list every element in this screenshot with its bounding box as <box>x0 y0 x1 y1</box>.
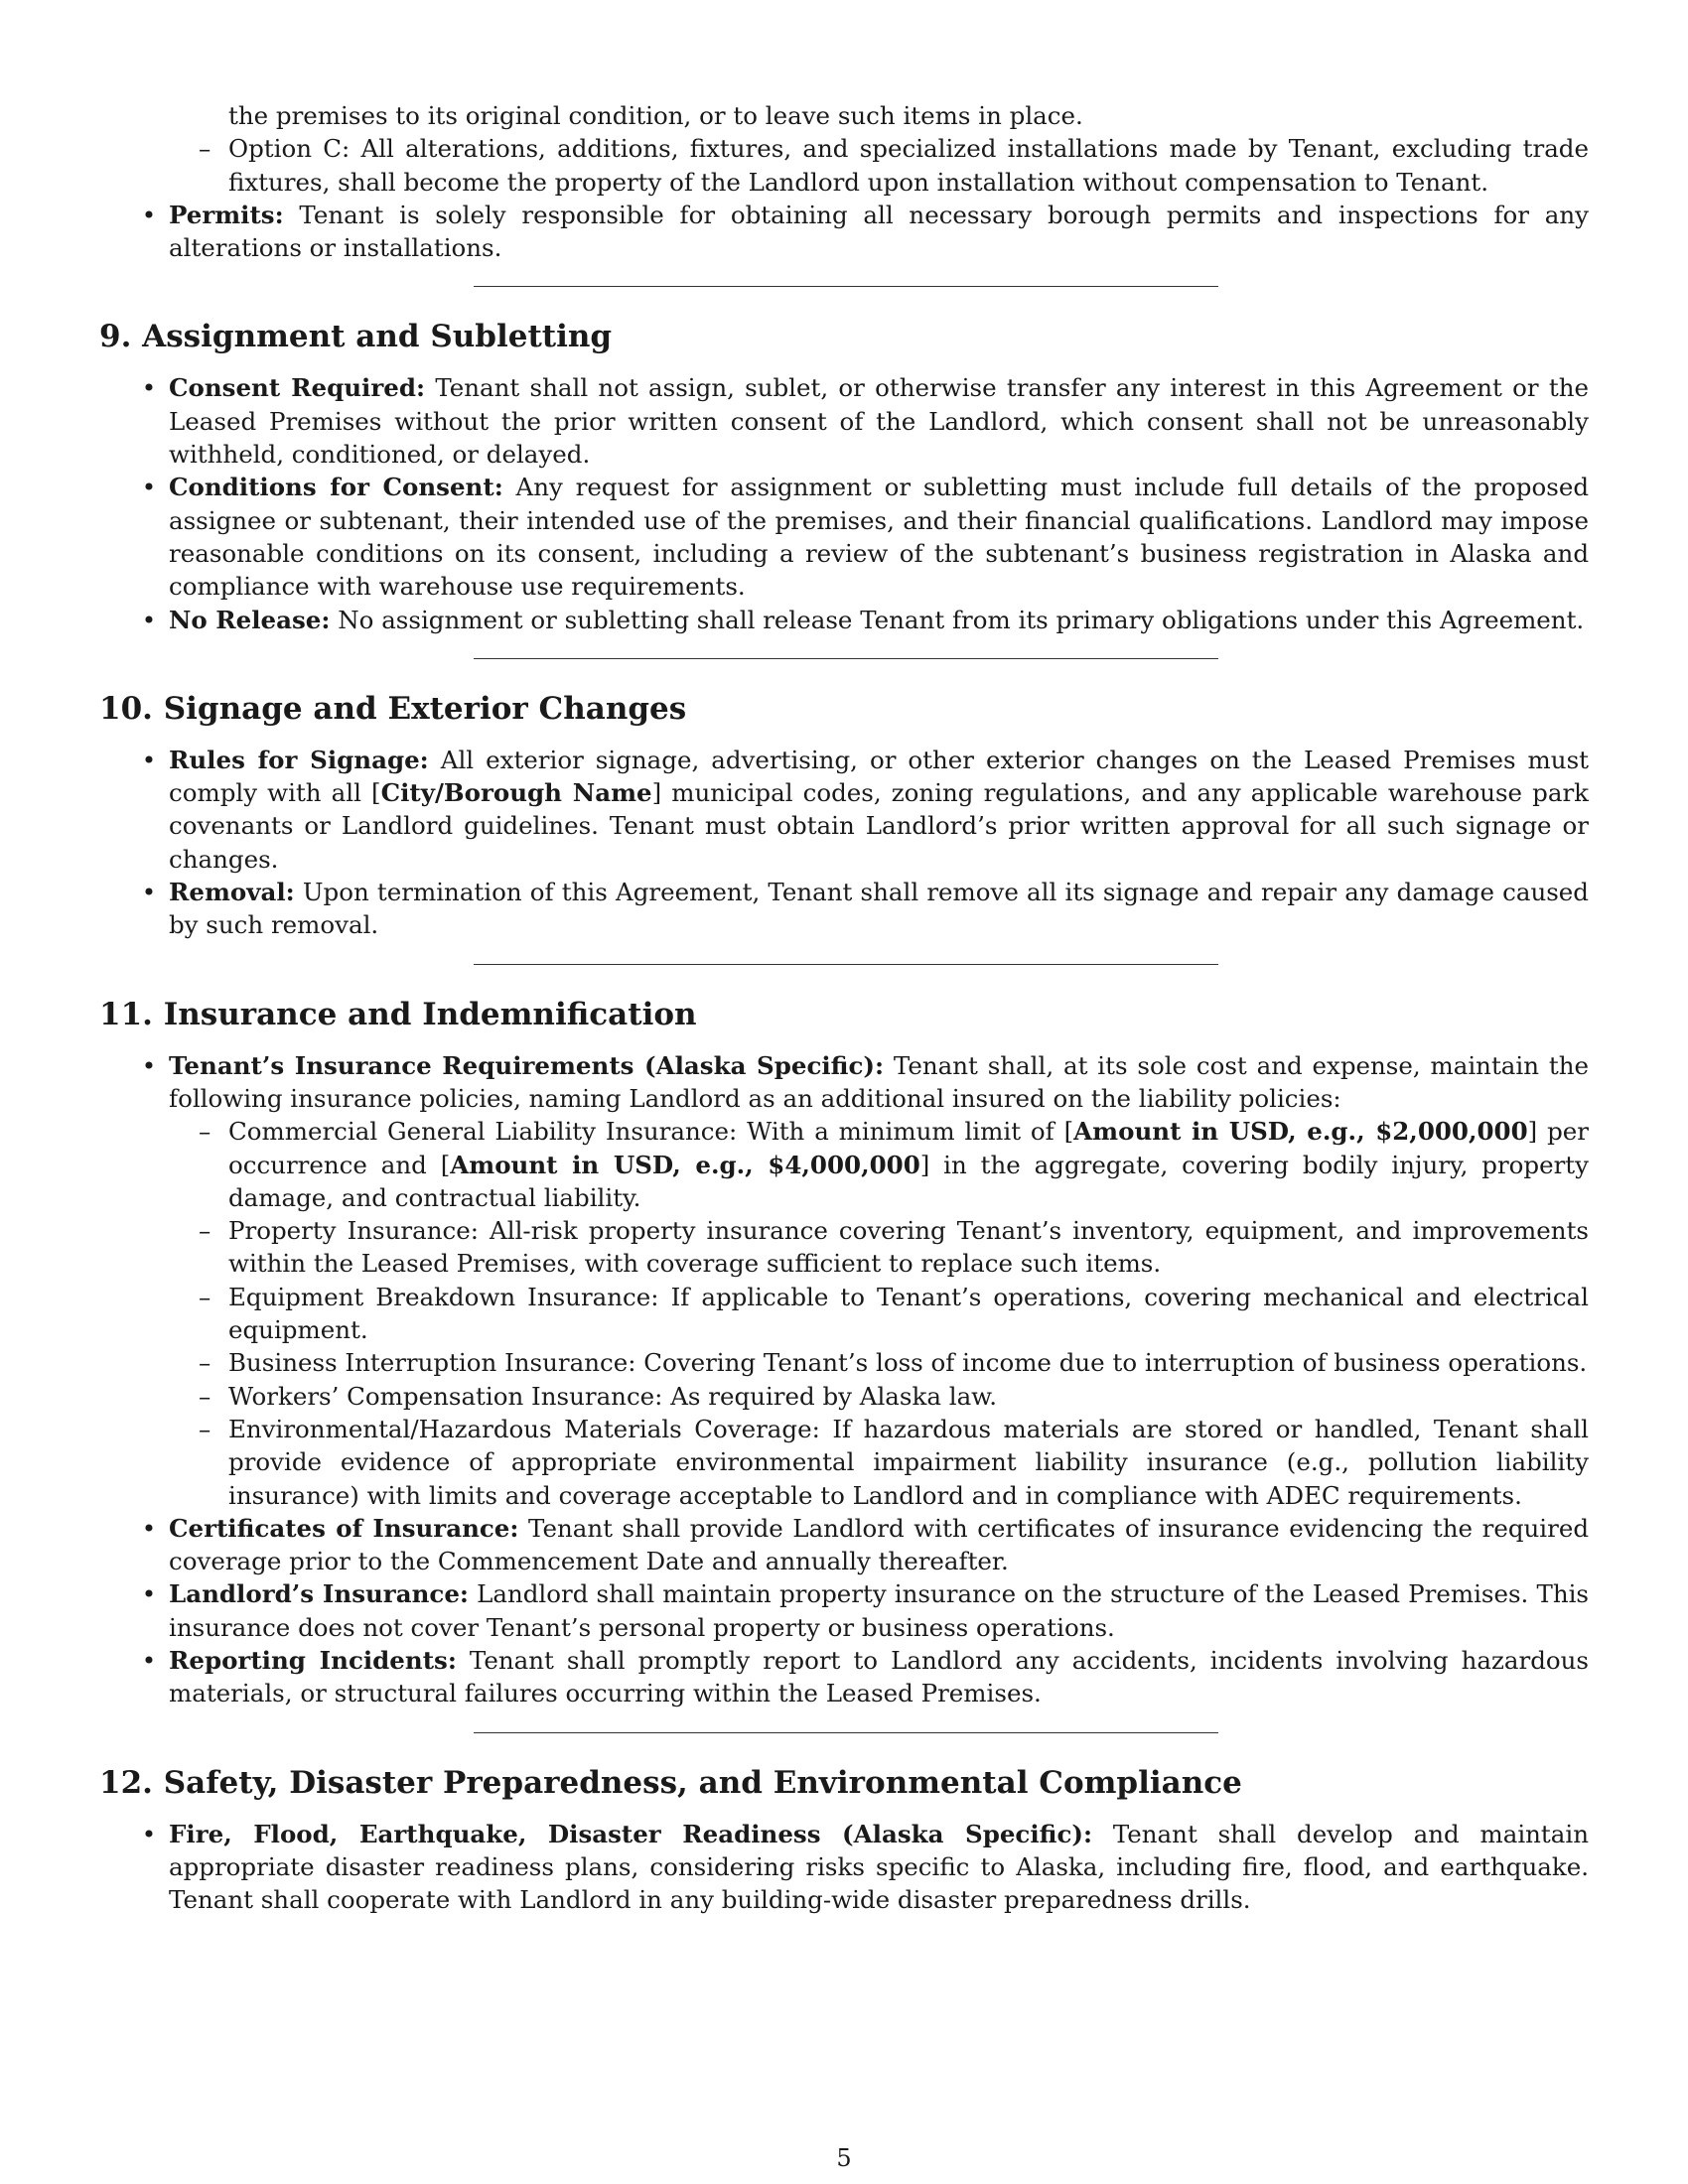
certificates-label: Certificates of Insurance: <box>169 1513 519 1543</box>
certificates-text: Tenant shall provide Landlord with certificates of insurance evidencing the required coverage prior to the Commencement Date and annually thereafter. <box>169 1513 1590 1576</box>
section-10-list <box>99 744 1589 942</box>
property-insurance-text: Property Insurance: All-risk property insurance covering Tenant’s inventory, equipment, and improvements within the Leased Premises, with coverage sufficient to replace such items. <box>228 1216 1589 1279</box>
list-item <box>99 371 1589 471</box>
list-item <box>169 1413 1589 1512</box>
list-item <box>99 1644 1589 1710</box>
list-item <box>169 1346 1589 1379</box>
equipment-insurance-text: Equipment Breakdown Insurance: If applicable to Tenant’s operations, covering mechanical and electrical equipment. <box>228 1282 1589 1345</box>
cgl-amount-1-placeholder: Amount in USD, e.g., $2,000,000 <box>1073 1117 1528 1147</box>
section-12-heading: 12. Safety, Disaster Preparedness, and Environmental Compliance <box>99 1764 1242 1801</box>
consent-text: Tenant shall not assign, sublet, or otherwise transfer any interest in this Agreement or the Leased Premises without the prior written consent of the Landlord, which consent shall not be unreasonably withheld, conditioned, or delayed. <box>169 373 1589 470</box>
cgl-text-c: ] in the aggregate, covering bodily injury, property damage, and contractual liability. <box>228 1150 1589 1212</box>
list-item <box>99 1818 1589 1917</box>
permits-list <box>99 199 1589 265</box>
list-item <box>99 876 1589 942</box>
page-number: 5 <box>836 2144 852 2172</box>
bullet-glyph: • <box>141 878 157 907</box>
list-item <box>99 744 1589 876</box>
environmental-coverage-text: Environmental/Hazardous Materials Coverage: If hazardous materials are stored or handled, Tenant shall provide evidence of appropriate environmental impairment liability insurance (e.g., pollution liability insurance) with limits and coverage acceptable to Landlord and in compliance with ADEC requirements. <box>228 1414 1589 1510</box>
landlord-insurance-text: Landlord shall maintain property insurance on the structure of the Leased Premises. This insurance does not cover Tenant’s personal property or business operations. <box>169 1579 1590 1642</box>
cgl-text-b: ] per occurrence and [ <box>228 1117 1589 1179</box>
disaster-readiness-text: Tenant shall develop and maintain appropriate disaster readiness plans, considering risks specific to Alaska, including fire, flood, and earthquake. Tenant shall cooperate with Landlord in any building-wide disaster preparedness drills. <box>169 1819 1590 1915</box>
consent-label: Consent Required: <box>169 373 426 403</box>
section-9-list <box>99 371 1589 635</box>
bullet-glyph: • <box>141 1579 157 1609</box>
reporting-text: Tenant shall promptly report to Landlord any accidents, incidents involving hazardous materials, or structural failures occurring within the Leased Premises. <box>169 1645 1590 1708</box>
workers-comp-text: Workers’ Compensation Insurance: As required by Alaska law. <box>228 1381 998 1411</box>
section-12-list <box>99 1818 1589 1917</box>
city-borough-placeholder: City/Borough Name <box>380 778 652 808</box>
dash-glyph: – <box>199 1216 211 1246</box>
list-item <box>99 604 1589 636</box>
bullet-glyph: • <box>141 605 157 634</box>
list-item <box>169 1115 1589 1214</box>
list-item <box>99 1049 1589 1512</box>
insurance-req-text: Tenant shall, at its sole cost and expense, maintain the following insurance policies, naming Landlord as an additional insured on the liability policies: <box>169 1050 1590 1113</box>
list-item <box>169 1380 1589 1413</box>
list-item <box>169 1214 1589 1281</box>
permits-label: Permits: <box>169 200 284 229</box>
option-list <box>99 132 1589 199</box>
cgl-text-a: Commercial General Liability Insurance: With a minimum limit of [ <box>228 1117 1074 1147</box>
dash-glyph: – <box>199 1117 211 1147</box>
option-c-text: Option C: All alterations, additions, fixtures, and specialized installations made by Tenant, excluding trade fixtures, shall become the property of the Landlord upon installation without compensation to Tenant. <box>228 134 1589 197</box>
list-item <box>99 1512 1589 1578</box>
removal-text: Upon termination of this Agreement, Tenant shall remove all its signage and repair any damage caused by such removal. <box>169 878 1589 940</box>
bullet-glyph: • <box>141 1513 157 1543</box>
list-item <box>99 199 1589 265</box>
section-9-heading: 9. Assignment and Subletting <box>99 319 613 355</box>
bullet-glyph: • <box>141 473 157 502</box>
conditions-text: Any request for assignment or subletting must include full details of the proposed assignee or subtenant, their intended use of the premises, and their financial qualifications. Landlord may impose reasonable conditions on its consent, including a review of the subtenant’s business registration in Alaska and compliance with warehouse use requirements. <box>169 473 1589 602</box>
cgl-amount-2-placeholder: Amount in USD, e.g., $4,000,000 <box>450 1150 920 1179</box>
signage-rules-text-a: All exterior signage, advertising, or other exterior changes on the Leased Premises must comply with all [ <box>169 745 1589 808</box>
list-item <box>99 1577 1589 1644</box>
landlord-insurance-label: Landlord’s Insurance: <box>169 1579 469 1609</box>
list-item <box>169 1281 1589 1347</box>
removal-label: Removal: <box>169 878 295 907</box>
document-page <box>99 99 1589 1916</box>
signage-rules-text-b: ] municipal codes, zoning regulations, and any applicable warehouse park covenants or Landlord guidelines. Tenant must obtain Landlord’s prior written approval for all such signage or changes. <box>169 778 1589 874</box>
section-divider <box>474 964 1218 965</box>
permits-text: Tenant is solely responsible for obtaining all necessary borough permits and inspections for any alterations or installations. <box>169 200 1589 263</box>
dash-glyph: – <box>199 1414 211 1443</box>
section-11-list <box>99 1049 1589 1710</box>
release-text: No assignment or subletting shall release Tenant from its primary obligations under this Agreement. <box>338 605 1585 634</box>
bullet-glyph: • <box>141 373 157 403</box>
section-divider <box>474 286 1218 287</box>
signage-rules-label: Rules for Signage: <box>169 745 429 774</box>
insurance-policy-list <box>99 1115 1589 1512</box>
dash-glyph: – <box>199 1282 211 1311</box>
reporting-label: Reporting Incidents: <box>169 1645 457 1675</box>
dash-glyph: – <box>199 134 211 164</box>
dash-glyph: – <box>199 1348 211 1378</box>
bullet-glyph: • <box>141 1050 157 1080</box>
bullet-glyph: • <box>141 1819 157 1848</box>
bullet-glyph: • <box>141 1645 157 1675</box>
release-label: No Release: <box>169 605 331 634</box>
bullet-glyph: • <box>141 745 157 774</box>
conditions-label: Conditions for Consent: <box>169 473 503 502</box>
insurance-req-label: Tenant’s Insurance Requirements (Alaska Specific): <box>169 1050 885 1080</box>
section-11-heading: 11. Insurance and Indemnification <box>99 996 697 1032</box>
business-interruption-text: Business Interruption Insurance: Covering Tenant’s loss of income due to interruption of business operations. <box>228 1348 1588 1378</box>
dash-glyph: – <box>199 1381 211 1411</box>
section-8-continuation <box>99 99 1589 264</box>
section-10-heading: 10. Signage and Exterior Changes <box>99 690 687 727</box>
bullet-glyph: • <box>141 200 157 229</box>
section-divider <box>474 658 1218 659</box>
list-item <box>99 471 1589 603</box>
section-divider <box>474 1732 1218 1733</box>
disaster-readiness-label: Fire, Flood, Earthquake, Disaster Readiness (Alaska Specific): <box>169 1819 1093 1848</box>
option-b-continuation: the premises to its original condition, or to leave such items in place. <box>228 101 1083 130</box>
list-item <box>169 132 1589 199</box>
